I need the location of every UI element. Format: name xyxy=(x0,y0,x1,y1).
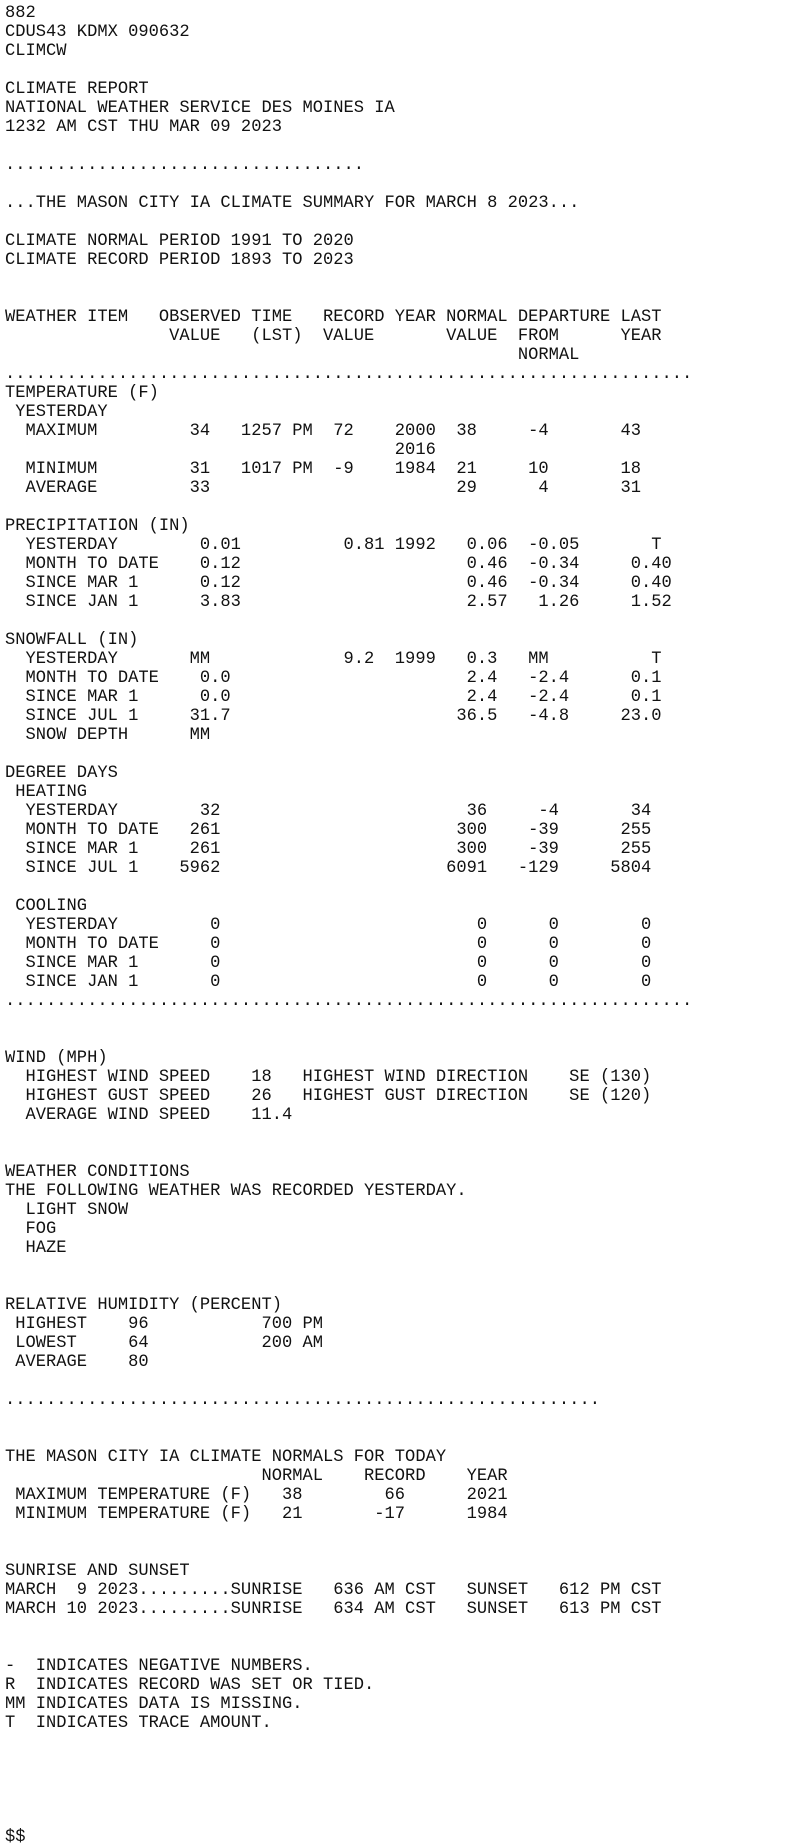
report-line xyxy=(5,1277,810,1296)
report-line xyxy=(5,1771,810,1790)
report-line: MINIMUM 31 1017 PM -9 1984 21 10 18 xyxy=(5,460,641,479)
report-line: SNOW DEPTH MM xyxy=(5,726,211,745)
report-line: HAZE xyxy=(5,1239,67,1258)
report-line xyxy=(5,1030,810,1049)
report-line: MONTH TO DATE 0 0 0 0 xyxy=(5,935,652,954)
report-line xyxy=(5,1733,810,1752)
report-line: WIND (MPH) xyxy=(5,1049,108,1068)
report-line: HIGHEST WIND SPEED 18 HIGHEST WIND DIRECTION SE (130) xyxy=(5,1068,652,1087)
report-line: CLIMCW xyxy=(5,42,67,61)
report-line xyxy=(5,1619,810,1638)
report-line: MONTH TO DATE 0.12 0.46 -0.34 0.40 xyxy=(5,555,672,574)
report-line xyxy=(5,1638,810,1657)
report-line: - INDICATES NEGATIVE NUMBERS. xyxy=(5,1657,313,1676)
report-line: VALUE (LST) VALUE VALUE FROM YEAR xyxy=(5,327,662,346)
report-line: YESTERDAY MM 9.2 1999 0.3 MM T xyxy=(5,650,662,669)
report-line: HIGHEST 96 700 PM xyxy=(5,1315,323,1334)
report-line: CLIMATE NORMAL PERIOD 1991 TO 2020 xyxy=(5,232,354,251)
report-line: R INDICATES RECORD WAS SET OR TIED. xyxy=(5,1676,375,1695)
report-line xyxy=(5,1543,810,1562)
report-line: ...THE MASON CITY IA CLIMATE SUMMARY FOR MARCH 8 2023... xyxy=(5,194,580,213)
report-line xyxy=(5,61,810,80)
report-line: YESTERDAY 0.01 0.81 1992 0.06 -0.05 T xyxy=(5,536,662,555)
report-line: CDUS43 KDMX 090632 xyxy=(5,23,190,42)
report-line: COOLING xyxy=(5,897,88,916)
report-line: NATIONAL WEATHER SERVICE DES MOINES IA xyxy=(5,99,395,118)
report-line: ................................... xyxy=(5,156,365,175)
report-line: 1232 AM CST THU MAR 09 2023 xyxy=(5,118,282,137)
report-line: YESTERDAY xyxy=(5,403,108,422)
report-line: WEATHER CONDITIONS xyxy=(5,1163,190,1182)
report-line xyxy=(5,1372,810,1391)
report-line: MARCH 9 2023.........SUNRISE 636 AM CST SUNSET 612 PM CST xyxy=(5,1581,662,1600)
report-line xyxy=(5,1125,810,1144)
report-line: DEGREE DAYS xyxy=(5,764,118,783)
report-line xyxy=(5,1144,810,1163)
report-line xyxy=(5,498,810,517)
report-line xyxy=(5,175,810,194)
report-line xyxy=(5,1258,810,1277)
report-line: SINCE JAN 1 0 0 0 0 xyxy=(5,973,652,992)
report-line: SINCE JAN 1 3.83 2.57 1.26 1.52 xyxy=(5,593,672,612)
report-line xyxy=(5,213,810,232)
report-line xyxy=(5,1809,810,1828)
report-line xyxy=(5,745,810,764)
report-line: SINCE JUL 1 31.7 36.5 -4.8 23.0 xyxy=(5,707,662,726)
report-line: SINCE JUL 1 5962 6091 -129 5804 xyxy=(5,859,652,878)
report-line: MARCH 10 2023.........SUNRISE 634 AM CST SUNSET 613 PM CST xyxy=(5,1600,662,1619)
report-line: MONTH TO DATE 0.0 2.4 -2.4 0.1 xyxy=(5,669,662,688)
report-line: ................................................................... xyxy=(5,365,693,384)
report-line xyxy=(5,270,810,289)
report-line xyxy=(5,1524,810,1543)
report-line: THE MASON CITY IA CLIMATE NORMALS FOR TODAY xyxy=(5,1448,447,1467)
report-line xyxy=(5,289,810,308)
report-line: TEMPERATURE (F) xyxy=(5,384,159,403)
report-line xyxy=(5,1410,810,1429)
report-line: YESTERDAY 0 0 0 0 xyxy=(5,916,652,935)
report-line: $$ xyxy=(5,1828,26,1847)
report-line: AVERAGE 33 29 4 31 xyxy=(5,479,641,498)
report-line xyxy=(5,878,810,897)
report-line: MAXIMUM 34 1257 PM 72 2000 38 -4 43 xyxy=(5,422,641,441)
report-line: MM INDICATES DATA IS MISSING. xyxy=(5,1695,303,1714)
report-line: NORMAL RECORD YEAR xyxy=(5,1467,508,1486)
report-line xyxy=(5,1752,810,1771)
report-line: MONTH TO DATE 261 300 -39 255 xyxy=(5,821,652,840)
report-line xyxy=(5,1011,810,1030)
report-line: RELATIVE HUMIDITY (PERCENT) xyxy=(5,1296,282,1315)
report-line: 882 xyxy=(5,4,36,23)
report-line xyxy=(5,612,810,631)
report-line xyxy=(5,1429,810,1448)
report-line: NORMAL xyxy=(5,346,580,365)
report-line: SUNRISE AND SUNSET xyxy=(5,1562,190,1581)
report-line: SINCE MAR 1 0.12 0.46 -0.34 0.40 xyxy=(5,574,672,593)
report-line: 2016 xyxy=(5,441,436,460)
report-line: ................................................................... xyxy=(5,992,693,1011)
report-line: HIGHEST GUST SPEED 26 HIGHEST GUST DIRECTION SE (120) xyxy=(5,1087,652,1106)
report-line: FOG xyxy=(5,1220,57,1239)
report-line: LIGHT SNOW xyxy=(5,1201,129,1220)
report-line: PRECIPITATION (IN) xyxy=(5,517,190,536)
report-line: SINCE MAR 1 0 0 0 0 xyxy=(5,954,652,973)
report-line: CLIMATE RECORD PERIOD 1893 TO 2023 xyxy=(5,251,354,270)
report-line xyxy=(5,1790,810,1809)
report-line: SINCE MAR 1 0.0 2.4 -2.4 0.1 xyxy=(5,688,662,707)
report-line: T INDICATES TRACE AMOUNT. xyxy=(5,1714,272,1733)
report-line: WEATHER ITEM OBSERVED TIME RECORD YEAR NORMAL DEPARTURE LAST xyxy=(5,308,662,327)
report-line: AVERAGE WIND SPEED 11.4 xyxy=(5,1106,293,1125)
report-line: THE FOLLOWING WEATHER WAS RECORDED YESTERDAY. xyxy=(5,1182,467,1201)
report-line: HEATING xyxy=(5,783,88,802)
report-line: SNOWFALL (IN) xyxy=(5,631,139,650)
report-line: .......................................................... xyxy=(5,1391,600,1410)
report-line: SINCE MAR 1 261 300 -39 255 xyxy=(5,840,652,859)
report-line: AVERAGE 80 xyxy=(5,1353,149,1372)
report-line: YESTERDAY 32 36 -4 34 xyxy=(5,802,652,821)
report-line: CLIMATE REPORT xyxy=(5,80,149,99)
report-line: LOWEST 64 200 AM xyxy=(5,1334,323,1353)
report-line: MAXIMUM TEMPERATURE (F) 38 66 2021 xyxy=(5,1486,508,1505)
report-line: MINIMUM TEMPERATURE (F) 21 -17 1984 xyxy=(5,1505,508,1524)
report-line xyxy=(5,137,810,156)
